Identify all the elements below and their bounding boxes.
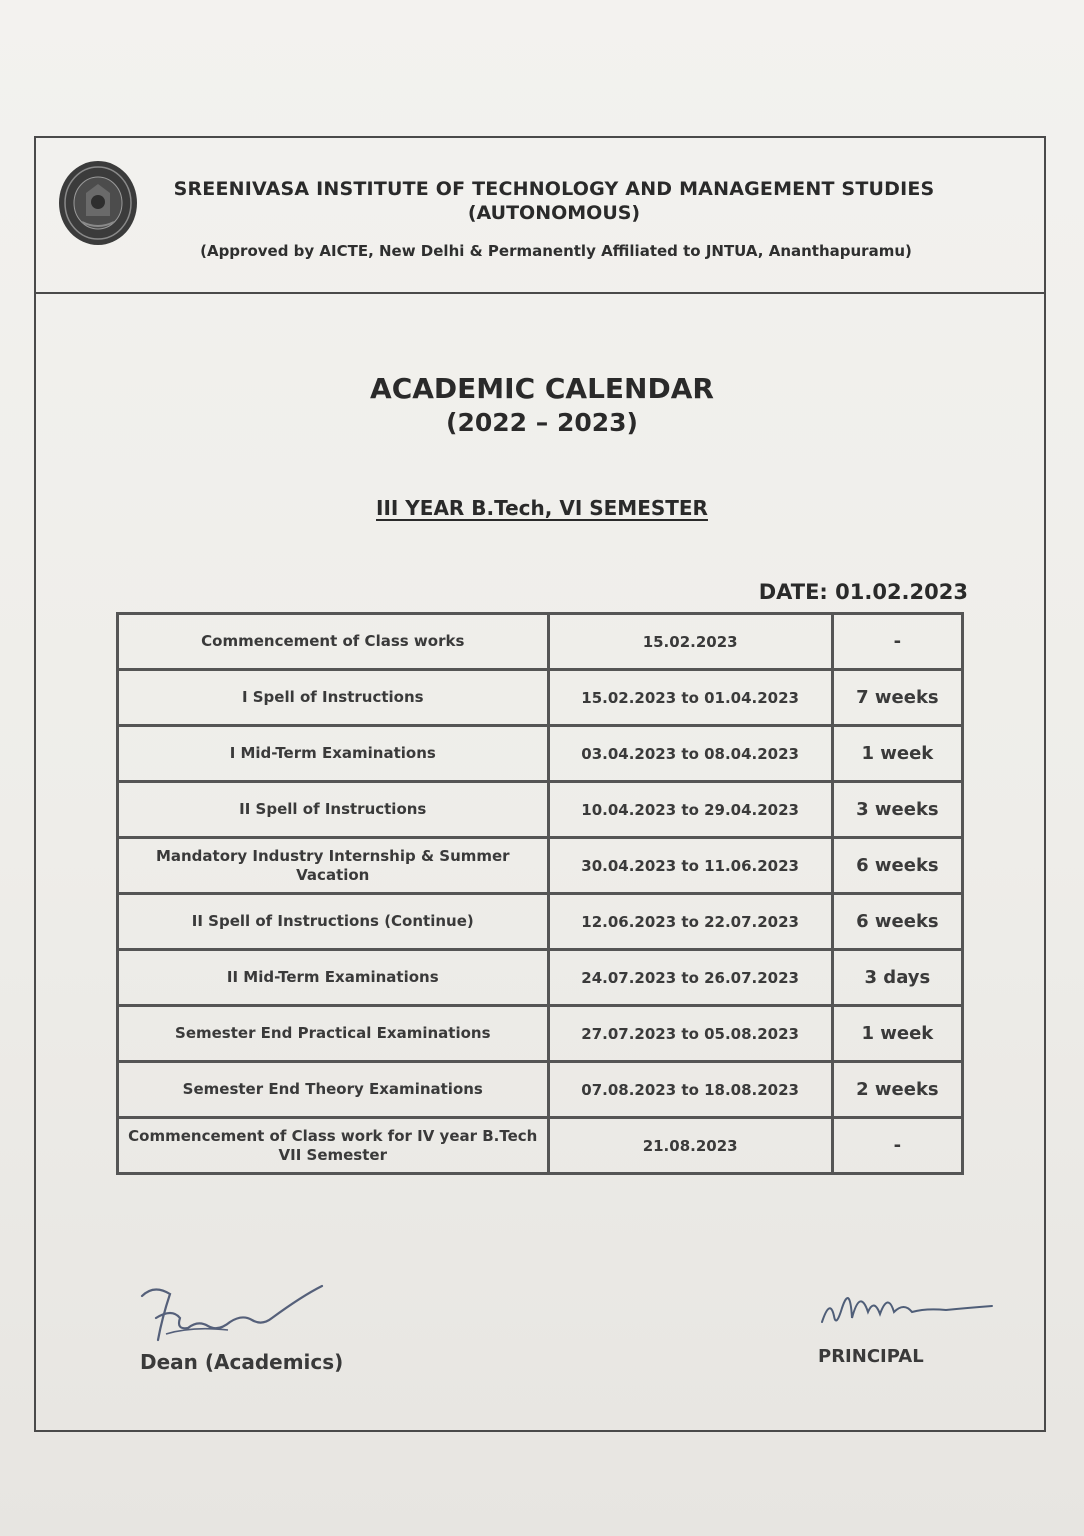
table-row	[118, 1006, 963, 1062]
calendar-table	[116, 612, 964, 1175]
event-cell: Mandatory Industry Internship & Summer Vacation	[118, 838, 549, 894]
institute-seal-icon	[56, 158, 140, 248]
principal-label: PRINCIPAL	[818, 1346, 924, 1367]
duration-cell: -	[832, 1118, 962, 1174]
event-cell: I Mid-Term Examinations	[118, 726, 549, 782]
dates-cell: 15.02.2023 to 01.04.2023	[548, 670, 832, 726]
duration-cell: 3 weeks	[832, 782, 962, 838]
duration-cell: 6 weeks	[832, 894, 962, 950]
dates-cell: 15.02.2023	[548, 614, 832, 670]
dates-cell: 03.04.2023 to 08.04.2023	[548, 726, 832, 782]
dates-cell: 12.06.2023 to 22.07.2023	[548, 894, 832, 950]
principal-signature-icon	[816, 1278, 1006, 1348]
event-cell: I Spell of Instructions	[118, 670, 549, 726]
table-row	[118, 838, 963, 894]
table-row	[118, 670, 963, 726]
event-cell: II Spell of Instructions	[118, 782, 549, 838]
duration-cell: 1 week	[832, 1006, 962, 1062]
table-row	[118, 782, 963, 838]
table-row	[118, 726, 963, 782]
dean-label: Dean (Academics)	[140, 1350, 344, 1374]
duration-cell: -	[832, 614, 962, 670]
event-cell: Commencement of Class work for IV year B.Tech VII Semester	[118, 1118, 549, 1174]
academic-year: (2022 – 2023)	[446, 408, 638, 437]
event-cell: II Mid-Term Examinations	[118, 950, 549, 1006]
dates-cell: 27.07.2023 to 05.08.2023	[548, 1006, 832, 1062]
table-row	[118, 950, 963, 1006]
event-cell: Semester End Practical Examinations	[118, 1006, 549, 1062]
table-row	[118, 1062, 963, 1118]
dates-cell: 07.08.2023 to 18.08.2023	[548, 1062, 832, 1118]
institute-name: SREENIVASA INSTITUTE OF TECHNOLOGY AND MANAGEMENT STUDIES	[173, 178, 935, 200]
event-cell: Semester End Theory Examinations	[118, 1062, 549, 1118]
table-row	[118, 894, 963, 950]
issue-date: DATE: 01.02.2023	[758, 580, 968, 604]
event-cell: Commencement of Class works	[118, 614, 549, 670]
dates-cell: 21.08.2023	[548, 1118, 832, 1174]
duration-cell: 2 weeks	[832, 1062, 962, 1118]
duration-cell: 1 week	[832, 726, 962, 782]
approval-line: (Approved by AICTE, New Delhi & Permanently Affiliated to JNTUA, Ananthapuramu)	[200, 242, 912, 260]
duration-cell: 3 days	[832, 950, 962, 1006]
page-title: ACADEMIC CALENDAR	[370, 372, 714, 405]
letterhead	[36, 138, 1044, 294]
document-frame	[34, 136, 1046, 1432]
table-row	[118, 614, 963, 670]
duration-cell: 7 weeks	[832, 670, 962, 726]
dates-cell: 10.04.2023 to 29.04.2023	[548, 782, 832, 838]
semester-heading: III YEAR B.Tech, VI SEMESTER	[376, 496, 708, 520]
dates-cell: 24.07.2023 to 26.07.2023	[548, 950, 832, 1006]
table-row	[118, 1118, 963, 1174]
dates-cell: 30.04.2023 to 11.06.2023	[548, 838, 832, 894]
duration-cell: 6 weeks	[832, 838, 962, 894]
event-cell: II Spell of Instructions (Continue)	[118, 894, 549, 950]
institute-status: (AUTONOMOUS)	[467, 202, 641, 224]
